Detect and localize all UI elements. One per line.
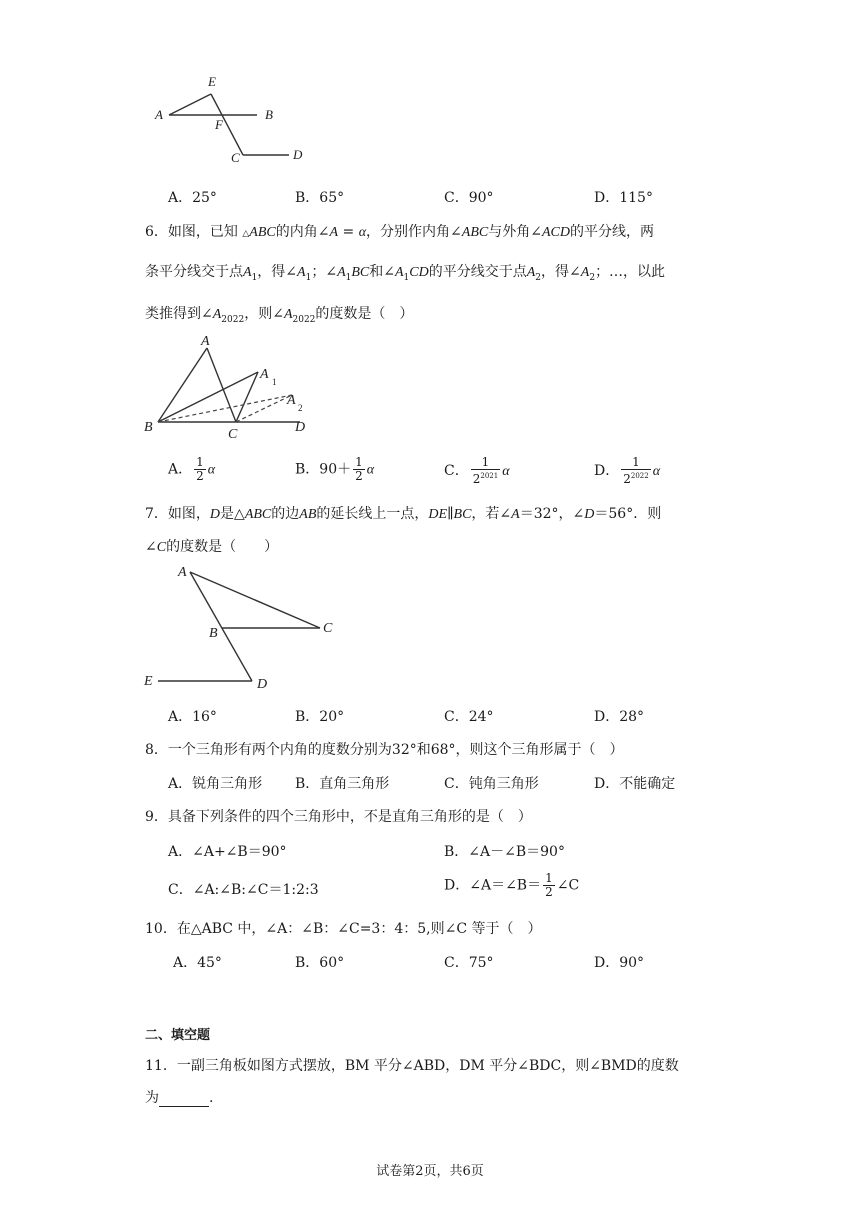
q9-option-a: A．∠A+∠B＝90°: [168, 844, 287, 860]
fig7-label-b: B: [209, 626, 218, 641]
fig6-label-d: D: [295, 420, 306, 435]
q11-line-1: 11．一副三角板如图方式摆放，BM 平分∠ABD，DM 平分∠BDC，则∠BMD的度数: [145, 1058, 679, 1074]
q6-line-1: 6．如图，已知 △ABC的内角∠A = α，分别作内角∠ABC与外角∠ACD的平分线，两: [145, 224, 654, 240]
fig5-label-a: A: [155, 107, 163, 122]
q9-option-b: B．∠A－∠B＝90°: [444, 844, 565, 860]
q11-answer-blank[interactable]: [159, 1092, 209, 1107]
fig6-label-b: B: [144, 420, 153, 435]
q8-question: 8．一个三角形有两个内角的度数分别为32°和68°，则这个三角形属于（ ）: [145, 742, 624, 758]
q6-line-3: 类推得到$\angle A_{2022}$，则$\angle A_{2022}$的度数是（ ）: [145, 306, 414, 325]
q8-option-d: D．不能确定: [594, 776, 676, 792]
q7-line-1: 7．如图，D是△ABC的边AB的延长线上一点，DE∥BC，若∠A＝32°，∠D＝56°．则: [145, 506, 662, 522]
q10-option-d: D．90°: [594, 955, 645, 971]
q10-option-b: B．60°: [295, 955, 345, 971]
q7-line-2: ∠C的度数是（ ）: [145, 539, 279, 555]
fig5-label-f: F: [215, 117, 223, 132]
q5-option-d: D．115°: [594, 190, 653, 206]
fig6-label-a2-sub: 2: [298, 403, 303, 413]
q11-line-2: 为 .: [145, 1090, 214, 1106]
q10-option-c: C．75°: [444, 955, 494, 971]
q7-option-d: D．28°: [594, 709, 645, 725]
q9-question: 9．具备下列条件的四个三角形中，不是直角三角形的是（ ）: [145, 809, 532, 825]
q9-option-d: D．∠A＝∠B＝ $\frac{1}{2}$ ∠C: [444, 871, 580, 899]
q6-option-c: C． $\frac{1}{2^{2021}}$ α: [444, 455, 510, 486]
fig6-label-c: C: [228, 427, 238, 442]
q6-line-2: 条平分线交于点$A_1$，得$\angle A_1$；$\angle A_1BC$和$\angle A_1CD$的平分线交于点$A_2$，得$\angle A_2$；…，以此: [145, 264, 666, 283]
figure-q7: [140, 560, 350, 695]
fig6-label-a1: A: [260, 367, 269, 382]
q6-option-d: D． $\frac{1}{2^{2022}}$ α: [594, 455, 661, 486]
fig6-label-a1-sub: 1: [272, 377, 277, 387]
section-title-fill-in: 二、填空题: [145, 1028, 211, 1043]
figure-q5: [145, 70, 325, 170]
q7-option-b: B．20°: [295, 709, 345, 725]
q5-option-b: B．65°: [295, 190, 345, 206]
page-footer: 试卷第2页，共6页: [376, 1164, 484, 1179]
fig5-label-e: E: [208, 74, 216, 89]
q7-option-a: A．16°: [168, 709, 217, 725]
fig6-label-a: A: [201, 334, 210, 349]
q9-option-c: C．∠A:∠B:∠C＝1:2:3: [168, 882, 319, 898]
q6-option-a: A． $\frac{1}{2}$ α: [168, 455, 216, 483]
q8-option-b: B．直角三角形: [295, 776, 390, 792]
fig7-label-c: C: [323, 621, 333, 636]
figure-q6: [140, 332, 330, 447]
q5-option-a: A．25°: [168, 190, 217, 206]
q8-option-a: A．锐角三角形: [168, 776, 263, 792]
q6-option-b: B．90＋ $\frac{1}{2}$ α: [295, 455, 375, 483]
fig7-label-a: A: [178, 565, 187, 580]
fig7-label-e: E: [144, 674, 153, 689]
fig6-label-a2: A: [287, 393, 296, 408]
fig5-label-c: C: [231, 150, 240, 165]
fig7-label-d: D: [257, 677, 268, 692]
fig5-label-d: D: [293, 147, 303, 162]
q10-option-a: A．45°: [173, 955, 222, 971]
q5-option-c: C．90°: [444, 190, 494, 206]
q7-option-c: C．24°: [444, 709, 494, 725]
fig5-label-b: B: [265, 107, 273, 122]
q8-option-c: C．钝角三角形: [444, 776, 539, 792]
q10-question: 10．在△ABC 中，∠A：∠B：∠C=3：4：5,则∠C 等于（ ）: [145, 921, 542, 937]
